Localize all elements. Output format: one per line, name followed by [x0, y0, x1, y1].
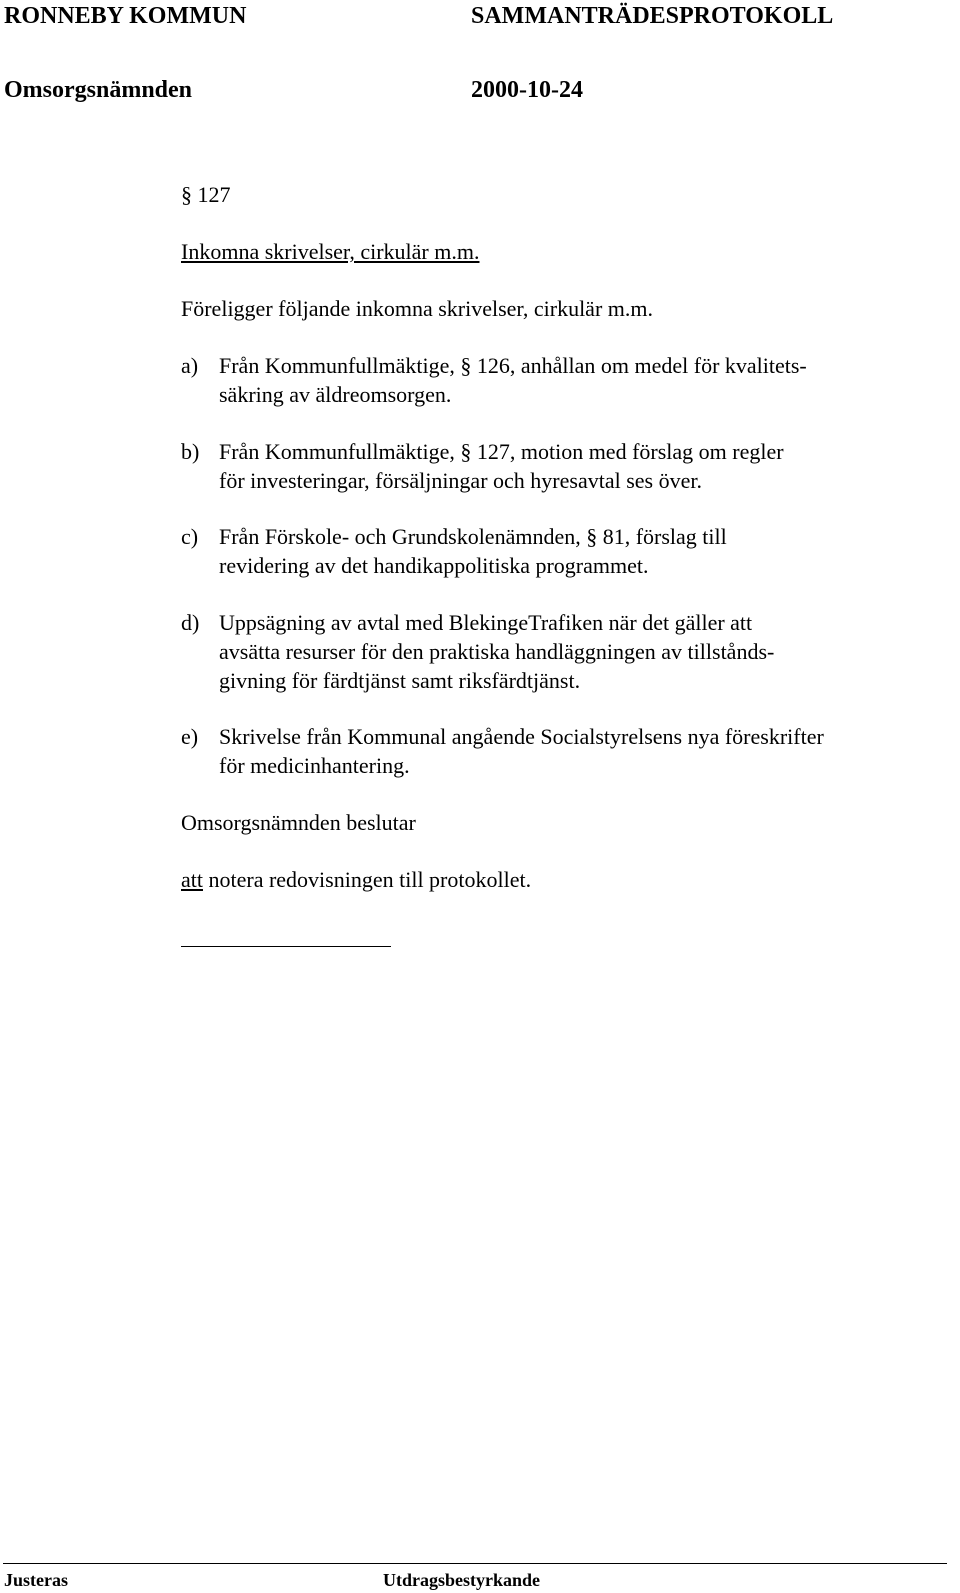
decision-heading: Omsorgsnämnden beslutar [181, 810, 416, 835]
list-item [181, 722, 941, 780]
item-letter: d) [181, 610, 200, 635]
item-line: revidering av det handikappolitiska programmet. [219, 553, 649, 578]
list-item [181, 608, 941, 695]
item-line: Uppsägning av avtal med BlekingeTrafiken när det gäller att [219, 610, 753, 635]
item-line: Skrivelse från Kommunal angående Socialstyrelsens nya föreskrifter [219, 724, 824, 749]
footer-divider [3, 1563, 947, 1564]
municipality-name: RONNEBY KOMMUN [4, 3, 247, 29]
item-line: för investeringar, försäljningar och hyresavtal ses över. [219, 468, 702, 493]
item-letter: b) [181, 439, 200, 464]
section-intro: Föreligger följande inkomna skrivelser, cirkulär m.m. [181, 296, 653, 321]
item-letter: c) [181, 524, 199, 549]
item-line: givning för färdtjänst samt riksfärdtjänst. [219, 668, 581, 693]
end-rule [181, 946, 391, 947]
item-letter: e) [181, 724, 199, 749]
item-letter: a) [181, 353, 199, 378]
item-line: avsätta resurser för den praktiska handläggningen av tillstånds- [219, 639, 775, 664]
footer-utdragsbestyrkande: Utdragsbestyrkande [383, 1570, 541, 1590]
committee-name: Omsorgsnämnden [4, 77, 193, 103]
item-line: för medicinhantering. [219, 753, 410, 778]
att-keyword: att [181, 867, 203, 892]
item-line: Från Kommunfullmäktige, § 127, motion med förslag om regler [219, 439, 784, 464]
list-item [181, 522, 941, 580]
item-line: Från Kommunfullmäktige, § 126, anhållan om medel för kvalitets- [219, 353, 807, 378]
decision-body: notera redovisningen till protokollet. [203, 867, 532, 892]
section-title: Inkomna skrivelser, cirkulär m.m. [181, 239, 480, 264]
item-line: säkring av äldreomsorgen. [219, 382, 452, 407]
list-item [181, 437, 941, 495]
footer-justeras: Justeras [4, 1570, 68, 1590]
meeting-date: 2000-10-24 [471, 77, 583, 103]
section-number: § 127 [181, 182, 231, 207]
decision-text [181, 865, 531, 894]
document-type: SAMMANTRÄDESPROTOKOLL [471, 3, 834, 29]
item-line: Från Förskole- och Grundskolenämnden, § 81, förslag till [219, 524, 727, 549]
list-item [181, 351, 941, 409]
